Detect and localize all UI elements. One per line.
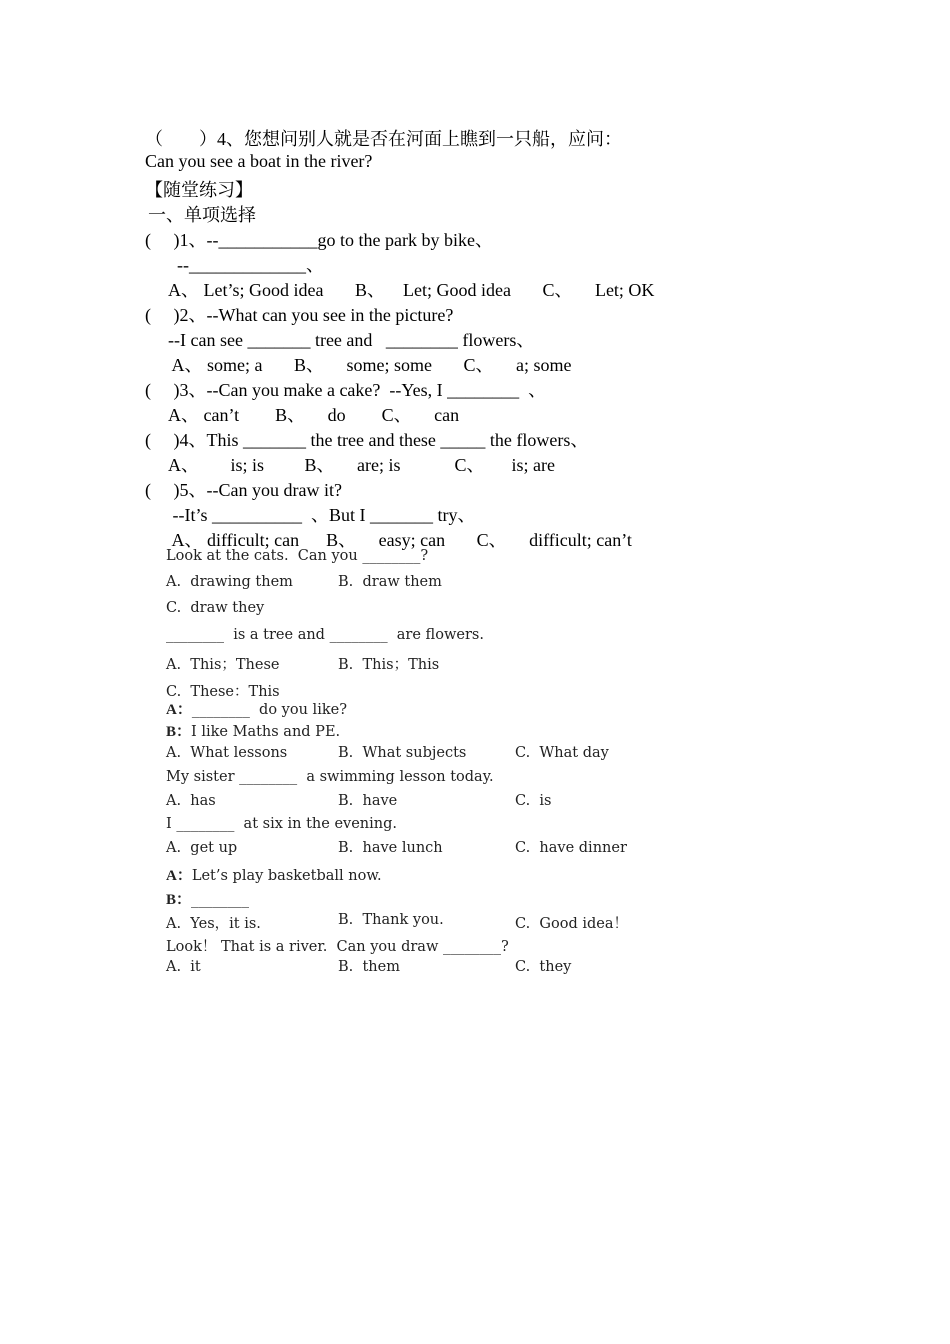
scanned-q4-option-a: A. has — [166, 793, 216, 809]
scanned-q6-speaker-b-line — [166, 888, 249, 909]
speaker-b-label: B： — [166, 724, 192, 740]
question-2-answer-line: --I can see _______ tree and ________ flowers、 — [168, 330, 535, 350]
question-1-options: A、 Let’s; Good idea B、 Let; Good idea C、 Let; OK — [168, 280, 655, 300]
scanned-q7-option-b: B. them — [338, 959, 400, 975]
scanned-q7-option-c: C. they — [515, 959, 572, 975]
question-5-options: A、 difficult; can B、 easy; can C、 difficult; can’t — [168, 530, 632, 550]
scanned-q3-stem: ________ do you like? — [191, 702, 347, 718]
speaker-a-label: A： — [166, 868, 192, 884]
question-3-stem: ( )3、--Can you make a cake? --Yes, I ________ 、 — [145, 380, 547, 400]
scanned-q2-stem: ________ is a tree and ________ are flowers. — [166, 627, 484, 643]
scanned-q6-speaker-a-line — [166, 864, 382, 885]
speaker-b-label: B： — [166, 892, 192, 908]
scanned-q5-option-b: B. have lunch — [338, 840, 443, 856]
q4-prompt: （ ）4、您想问别人就是否在河面上瞧到一只船，应问： — [145, 129, 622, 149]
question-4-options: A、 is; is B、 are; is C、 is; are — [168, 455, 555, 475]
scanned-q5-option-c: C. have dinner — [515, 840, 627, 856]
section-heading: 【随堂练习】 — [145, 180, 253, 200]
scanned-q2-option-c: C. These：This — [166, 684, 280, 700]
question-3-options: A、 can’t B、 do C、 can — [168, 405, 460, 425]
scanned-q2-option-a: A. This；These — [166, 657, 280, 673]
scanned-q3-reply: I like Maths and PE. — [191, 724, 341, 740]
question-5-answer-line: --It’s __________ 、But I _______ try、 — [168, 505, 476, 525]
scanned-q3-option-a: A. What lessons — [166, 745, 288, 761]
scanned-q6-reply: ________ — [191, 892, 250, 908]
scanned-q1-option-a: A. drawing them — [166, 574, 293, 590]
scanned-q5-stem: I ________ at six in the evening. — [166, 816, 398, 832]
scanned-q6-option-a: A. Yes，it is. — [166, 916, 261, 932]
subsection-heading: 一、单项选择 — [148, 205, 256, 225]
scanned-q3-option-c: C. What day — [515, 745, 609, 761]
scanned-q6-option-c: C. Good idea！ — [515, 916, 628, 932]
speaker-a-label: A： — [166, 702, 192, 718]
scanned-q6-option-b: B. Thank you. — [338, 912, 444, 928]
scanned-q4-stem: My sister ________ a swimming lesson today. — [166, 769, 494, 785]
scanned-q1-option-b: B. draw them — [338, 574, 442, 590]
scanned-q4-option-c: C. is — [515, 793, 552, 809]
question-5-stem: ( )5、--Can you draw it? — [145, 480, 342, 500]
scanned-q3-option-b: B. What subjects — [338, 745, 467, 761]
scanned-q5-option-a: A. get up — [166, 840, 238, 856]
question-1-answer-line: --_____________、 — [168, 255, 324, 275]
scanned-q1-stem: Look at the cats. Can you ________? — [166, 548, 429, 564]
scanned-q3-speaker-a-line — [166, 698, 347, 719]
question-2-stem: ( )2、--What can you see in the picture? — [145, 305, 454, 325]
question-2-options: A、 some; a B、 some; some C、 a; some — [168, 355, 572, 375]
scanned-q3-speaker-b-line — [166, 720, 340, 741]
scanned-q7-stem: Look！ That is a river. Can you draw ________? — [166, 939, 509, 955]
scanned-q4-option-b: B. have — [338, 793, 398, 809]
q4-answer: Can you see a boat in the river? — [145, 151, 373, 171]
question-1-stem: ( )1、--___________go to the park by bike、 — [145, 230, 493, 250]
scanned-q1-option-c: C. draw they — [166, 600, 265, 616]
scanned-q6-stem: Let’s play basketball now. — [191, 868, 382, 884]
question-4-stem: ( )4、This _______ the tree and these _____ the flowers、 — [145, 430, 589, 450]
scanned-q2-option-b: B. This；This — [338, 657, 440, 673]
scanned-q7-option-a: A. it — [166, 959, 201, 975]
